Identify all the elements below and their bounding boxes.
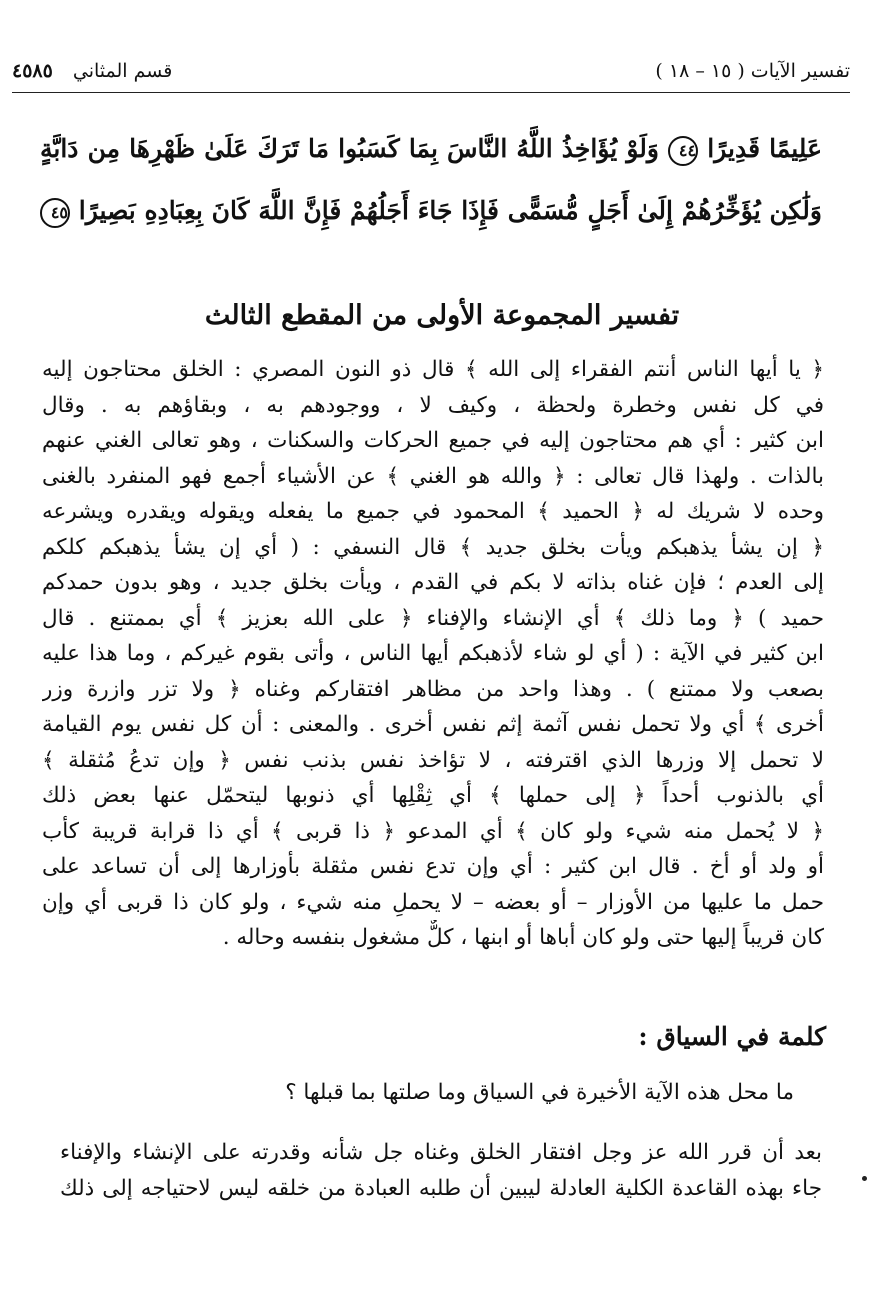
body-line: أخرى ﴾ أي ولا تحمل نفس آثمة إثم نفس أخرى . والمعنى : أن كل نفس يوم القيامة [42, 712, 824, 737]
quran-line-1 [40, 118, 822, 180]
body-line: ابن كثير : أي هم محتاجون إليه في جميع الحركات والسكنات ، وهو تعالى الغني عنهم [42, 428, 824, 453]
quran-line-2-text: وَلَٰكِن يُؤَخِّرُهُمْ إِلَىٰ أَجَلٍ مُّسَمًّى فَإِذَا جَاءَ أَجَلُهُمْ فَإِنَّ اللَّهَ كَانَ بِعِبَادِهِ بَصِيرًا [78, 196, 822, 225]
body-line: أي بالذنوب أحداً ﴿ إلى حملها ﴾ أي ثِقْلِها أي ذنوبها ليتحمّل عنها بعض ذلك [42, 783, 824, 808]
page-number: ٤٥٨٥ [12, 60, 53, 82]
running-header [12, 58, 850, 93]
body-line: أو ولد أو أخ . قال ابن كثير : أي وإن تدع نفس مثقلة بأوزارها إلى أن تساعد على [42, 854, 824, 879]
body-line: وحده لا شريك له ﴿ الحميد ﴾ المحمود في جميع ما يفعله ويقوله ويقدره ويشرعه [42, 499, 824, 524]
quran-line-2 [40, 180, 822, 242]
body-line: حميد ) ﴿ وما ذلك ﴾ أي الإنشاء والإفناء ﴿ على الله بعزيز ﴾ أي بممتنع . قال [42, 605, 824, 631]
context-paragraph [60, 1135, 822, 1206]
body-line: بصعب ولا ممتنع ) . وهذا واحد من مظاهر افتقاركم وغناه ﴿ ولا تزر وازرة وزر [42, 676, 824, 702]
context-subheading: كلمة في السياق : [638, 1022, 826, 1051]
body-line: ﴿ يا أيها الناس أنتم الفقراء إلى الله ﴾ قال ذو النون المصري : الخلق محتاجون إليه [42, 357, 824, 382]
tafsir-body [42, 352, 824, 956]
body-line: ﴿ لا يُحمل منه شيء ولو كان ﴾ أي المدعو ﴿ ذا قربى ﴾ أي ذا قرابة قريبة كأب [42, 818, 824, 844]
body-line: حمل ما عليها من الأوزار – أو بعضه – لا يحملِ منه شيء ، ولو كان ذا قربى أي وإن [42, 889, 824, 915]
quran-line-1-text-b: وَلَوْ يُؤَاخِذُ اللَّهُ النَّاسَ بِمَا كَسَبُوا مَا تَرَكَ عَلَىٰ ظَهْرِهَا مِن دَابَّةٍ [40, 134, 659, 163]
body-line: ابن كثير في الآية : ( أي لو شاء لأذهبكم أيها الناس ، وأتى بقوم غيركم ، وما هذا عليه [42, 641, 824, 666]
body-line: لا تحمل إلا وزرها الذي اقترفته ، لا تؤاخذ نفس بذنب نفس ﴿ وإن تدعُ مُثقلة ﴾ [42, 747, 824, 773]
margin-dot [862, 1176, 867, 1181]
quran-line-1-text-a: عَلِيمًا قَدِيرًا [707, 134, 822, 163]
section-name: قسم المثاني [72, 60, 173, 82]
body-line: في كل نفس وخطرة ولحظة ، وكيف لا ، ووجودهم به ، وبقاؤهم به . وقال [42, 392, 824, 418]
body-line: بالذات . ولهذا قال تعالى : ﴿ والله هو الغني ﴾ عن الأشياء أجمع فهو المنفرد بالغنى [42, 463, 824, 489]
body-line: جاء بهذه القاعدة الكلية العادلة ليبين أن طلبه العبادة من خلقه ليس لاحتياجه إلى ذلك [60, 1175, 822, 1201]
running-title: تفسير الآيات ( ١٥ – ١٨ ) [655, 60, 850, 82]
body-line: كان قريباً إليها حتى ولو كان أباها أو ابنها ، كلٌّ مشغول بنفسه وحاله . [222, 925, 824, 950]
quran-verses [40, 118, 822, 242]
body-line: بعد أن قرر الله عز وجل افتقار الخلق وغناه جل شأنه وقدرته على الإنشاء والإفناء [60, 1140, 822, 1165]
context-question: ما محل هذه الآية الأخيرة في السياق وما صلتها بما قبلها ؟ [285, 1080, 794, 1105]
ayah-number-marker: ٤٤ [668, 136, 698, 166]
header-left-group [12, 60, 172, 82]
ayah-number-marker: ٤٥ [40, 198, 70, 228]
section-title: تفسير المجموعة الأولى من المقطع الثالث [204, 300, 680, 331]
body-line: إلى العدم ؛ فإن غناه بذاته لا بكم في القدم ، ويأت بخلق جديد ، وهو بدون حمدكم [42, 570, 824, 595]
body-line: ﴿ إن يشأ يذهبكم ويأت بخلق جديد ﴾ قال النسفي : ( أي إن يشأ يذهبكم كلكم [42, 534, 824, 560]
